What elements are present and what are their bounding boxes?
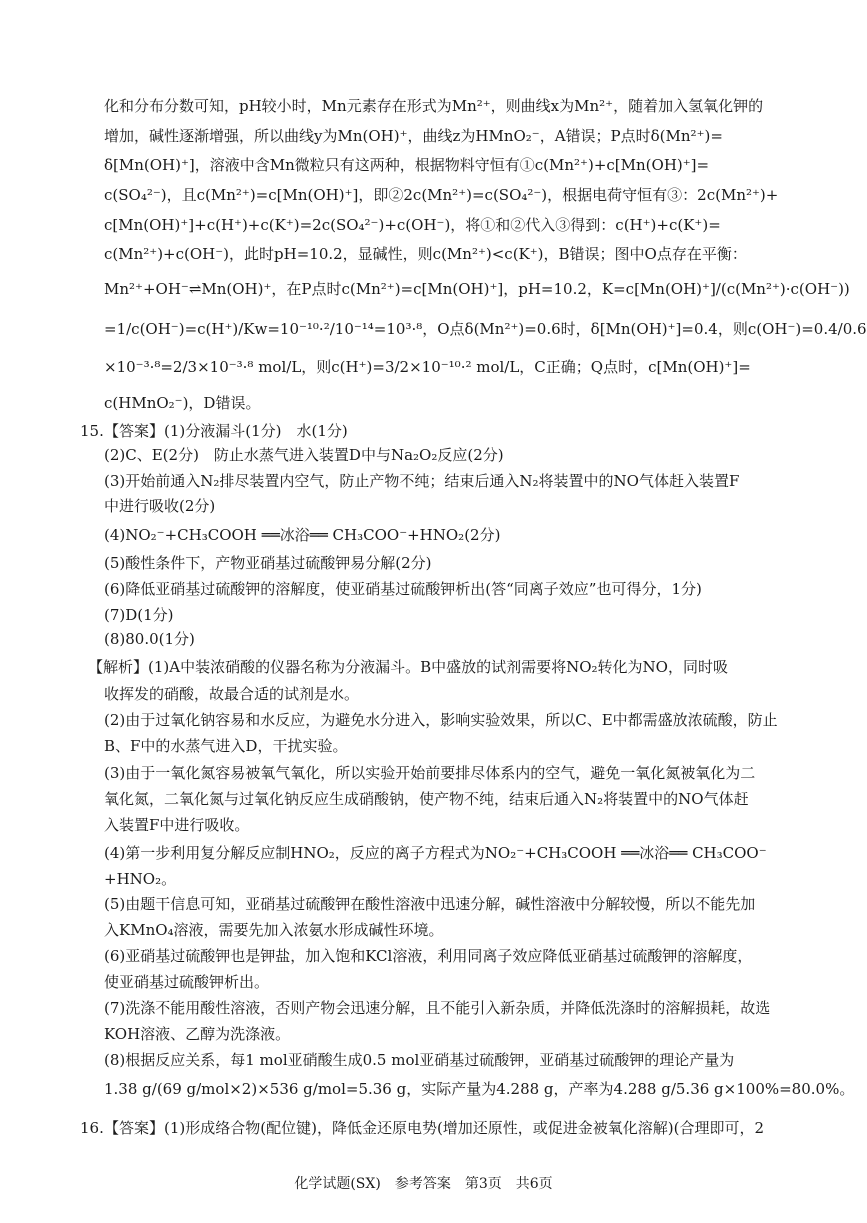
question-number-15: 15. xyxy=(80,422,104,440)
analysis-heading: 【解析】(1)A中装浓硝酸的仪器名称为分液漏斗。B中盛放的试剂需要将NO₂转化为NO，同时吸 xyxy=(88,658,728,676)
text-line: (6)亚硝基过硫酸钾也是钾盐，加入饱和KCl溶液，利用同离子效应降低亚硝基过硫酸钾的溶解度， xyxy=(104,947,753,965)
text-line: c(SO₄²⁻)，且c(Mn²⁺)=c[Mn(OH)⁺]，即②2c(Mn²⁺)=c(SO₄²⁻)，根据电荷守恒有③：2c(Mn²⁺)+ xyxy=(104,186,779,204)
text-line: (4)第一步利用复分解反应制HNO₂，反应的离子方程式为NO₂⁻+CH₃COOH ══冰浴══ CH₃COO⁻ xyxy=(104,844,767,862)
text-line: 氧化氮，二氧化氮与过氧化钠反应生成硝酸钠，使产物不纯，结束后通入N₂将装置中的NO气体赶 xyxy=(104,790,749,808)
text-line: (6)降低亚硝基过硫酸钾的溶解度，使亚硝基过硫酸钾析出(答“同离子效应”也可得分，1分) xyxy=(104,580,702,598)
text-line: (4)NO₂⁻+CH₃COOH ══冰浴══ CH₃COO⁻+HNO₂(2分) xyxy=(104,526,501,544)
text-line: c(HMnO₂⁻)，D错误。 xyxy=(104,394,261,412)
text-line: +HNO₂。 xyxy=(104,870,177,888)
text-line: =1/c(OH⁻)=c(H⁺)/Kw=10⁻¹⁰·²/10⁻¹⁴=10³·⁸，O点δ(Mn²⁺)=0.6时，δ[Mn(OH)⁺]=0.4，则c(OH⁻)=0.4/0.6 xyxy=(104,320,867,338)
text-line: 化和分布分数可知，pH较小时，Mn元素存在形式为Mn²⁺，则曲线x为Mn²⁺，随着加入氢氧化钾的 xyxy=(104,97,764,115)
text-line: 1.38 g/(69 g/mol×2)×536 g/mol=5.36 g，实际产量为4.288 g，产率为4.288 g/5.36 g×100%=80.0%。 xyxy=(104,1080,855,1098)
text-line: KOH溶液、乙醇为洗涤液。 xyxy=(104,1025,291,1043)
answer-heading: 【答案】(1)形成络合物(配位键)，降低金还原电势(增加还原性，或促进金被氧化溶解)(合理即可，2 xyxy=(104,1119,765,1137)
text-line: c(Mn²⁺)+c(OH⁻)，此时pH=10.2，显碱性，则c(Mn²⁺)<c(K⁺)，B错误；图中O点存在平衡： xyxy=(104,245,747,263)
text-line: (8)80.0(1分) xyxy=(104,630,195,648)
text-line: (3)开始前通入N₂排尽装置内空气，防止产物不纯；结束后通入N₂将装置中的NO气体赶入装置F xyxy=(104,472,740,490)
text-line: 入装置F中进行吸收。 xyxy=(104,816,250,834)
text-line: (8)根据反应关系，每1 mol亚硝酸生成0.5 mol亚硝基过硫酸钾，亚硝基过硫酸钾的理论产量为 xyxy=(104,1051,735,1069)
text-line: (7)洗涤不能用酸性溶液，否则产物会迅速分解，且不能引入新杂质，并降低洗涤时的溶解损耗，故选 xyxy=(104,999,771,1017)
text-line: (3)由于一氧化氮容易被氧气氧化，所以实验开始前要排尽体系内的空气，避免一氧化氮被氧化为二 xyxy=(104,764,756,782)
text-line: (5)酸性条件下，产物亚硝基过硫酸钾易分解(2分) xyxy=(104,554,432,572)
page-footer: 化学试题(SX) 参考答案 第3页 共6页 xyxy=(294,1176,553,1192)
text-line: B、F中的水蒸气进入D，干扰实验。 xyxy=(104,737,348,755)
question-number-16: 16. xyxy=(80,1119,104,1137)
text-line: (7)D(1分) xyxy=(104,606,174,624)
text-line: Mn²⁺+OH⁻⇌Mn(OH)⁺，在P点时c(Mn²⁺)=c[Mn(OH)⁺]，pH=10.2，K=c[Mn(OH)⁺]/(c(Mn²⁺)·c(OH⁻)) xyxy=(104,280,850,298)
text-line: 中进行吸收(2分) xyxy=(104,497,216,515)
text-line: 增加，碱性逐渐增强，所以曲线y为Mn(OH)⁺，曲线z为HMnO₂⁻，A错误；P点时δ(Mn²⁺)= xyxy=(104,127,723,145)
text-line: (2)C、E(2分) 防止水蒸气进入装置D中与Na₂O₂反应(2分) xyxy=(104,446,504,464)
text-line: δ[Mn(OH)⁺]，溶液中含Mn微粒只有这两种，根据物料守恒有①c(Mn²⁺)+c[Mn(OH)⁺]= xyxy=(104,156,710,174)
text-line: 使亚硝基过硫酸钾析出。 xyxy=(104,973,270,991)
text-line: (5)由题干信息可知，亚硝基过硫酸钾在酸性溶液中迅速分解，碱性溶液中分解较慢，所以不能先加 xyxy=(104,895,756,913)
text-line: c[Mn(OH)⁺]+c(H⁺)+c(K⁺)=2c(SO₄²⁻)+c(OH⁻)，将①和②代入③得到：c(H⁺)+c(K⁺)= xyxy=(104,216,721,234)
answer-heading: 【答案】(1)分液漏斗(1分) 水(1分) xyxy=(104,422,348,440)
text-line: (2)由于过氧化钠容易和水反应，为避免水分进入，影响实验效果，所以C、E中都需盛放浓硫酸，防止 xyxy=(104,711,778,729)
text-line: ×10⁻³·⁸=2/3×10⁻³·⁸ mol/L，则c(H⁺)=3/2×10⁻¹⁰·² mol/L，C正确；Q点时，c[Mn(OH)⁺]= xyxy=(104,358,751,376)
text-line: 收挥发的硝酸，故最合适的试剂是水。 xyxy=(104,685,360,703)
text-line: 入KMnO₄溶液，需要先加入浓氨水形成碱性环境。 xyxy=(104,921,444,939)
